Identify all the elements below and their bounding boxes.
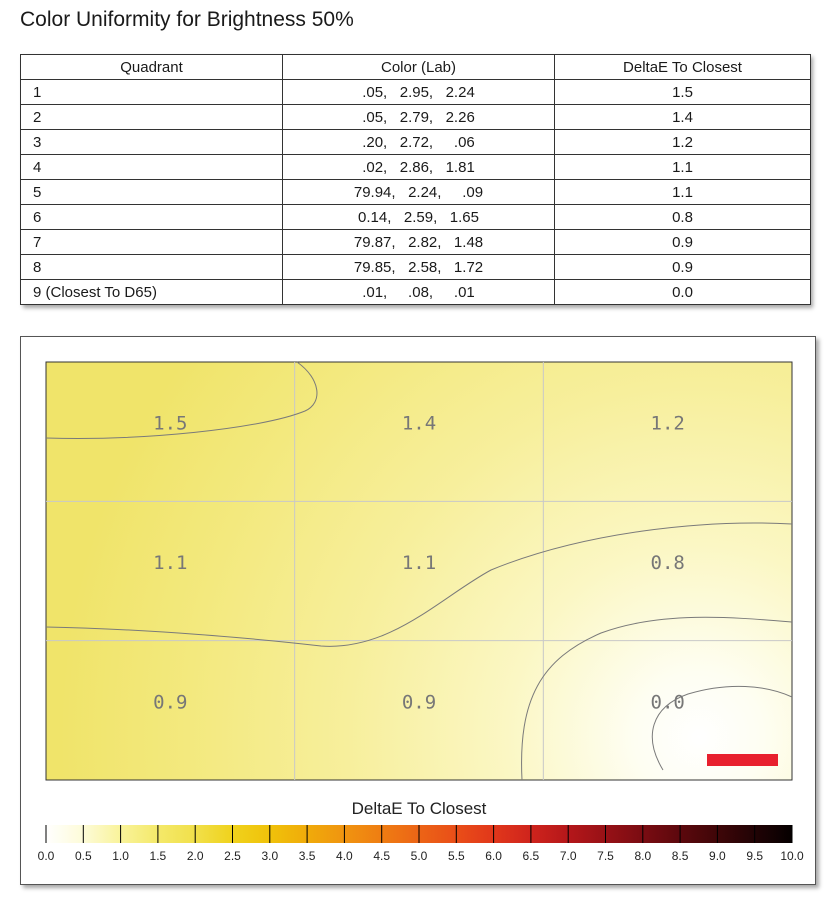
heatmap-cell-label: 0.9 xyxy=(153,691,188,714)
colorbar-tick-label: 2.0 xyxy=(186,849,204,863)
cell-deltae: 0.0 xyxy=(555,280,811,305)
header-deltae: DeltaE To Closest xyxy=(555,55,811,80)
table-header-row xyxy=(21,55,811,80)
cell-color-lab: 79.85, 2.58, 1.72 xyxy=(283,255,555,280)
uniformity-heatmap xyxy=(21,337,815,884)
heatmap-cell-label: 1.5 xyxy=(153,412,188,435)
table-row xyxy=(21,230,811,255)
colorbar-tick-label: 0.5 xyxy=(74,849,92,863)
cell-quadrant: 6 xyxy=(21,205,283,230)
colorbar-tick-label: 9.5 xyxy=(746,849,764,863)
cell-quadrant: 2 xyxy=(21,105,283,130)
colorbar-title: DeltaE To Closest xyxy=(351,799,487,818)
cell-color-lab: .20, 2.72, .06 xyxy=(283,130,555,155)
header-color-lab: Color (Lab) xyxy=(283,55,555,80)
cell-deltae: 0.9 xyxy=(555,230,811,255)
colorbar-tick-label: 6.5 xyxy=(522,849,540,863)
cell-quadrant: 8 xyxy=(21,255,283,280)
table-row xyxy=(21,280,811,305)
cell-deltae: 1.1 xyxy=(555,155,811,180)
cell-deltae: 1.4 xyxy=(555,105,811,130)
heatmap-cell-label: 0.8 xyxy=(650,552,685,574)
colorbar-ticks xyxy=(46,825,792,843)
cell-quadrant: 9 (Closest To D65) xyxy=(21,280,283,305)
colorbar-tick-label: 3.5 xyxy=(298,849,316,863)
colorbar-tick-label: 10.0 xyxy=(780,849,804,863)
heatmap-cell-label: 1.2 xyxy=(650,412,685,435)
cell-color-lab: 0.14, 2.59, 1.65 xyxy=(283,205,555,230)
colorbar-tick-label: 5.5 xyxy=(447,849,465,863)
cell-color-lab: .01, .08, .01 xyxy=(283,280,555,305)
cell-color-lab: 79.94, 2.24, .09 xyxy=(283,180,555,205)
table-row xyxy=(21,80,811,105)
header-quadrant: Quadrant xyxy=(21,55,283,80)
colorbar-tick-label: 8.0 xyxy=(634,849,652,863)
colorbar-tick-label: 6.0 xyxy=(485,849,502,863)
red-marker xyxy=(707,754,778,766)
heatmap-cell-label: 1.1 xyxy=(153,552,188,574)
colorbar-tick-label: 9.0 xyxy=(709,849,726,863)
cell-quadrant: 5 xyxy=(21,180,283,205)
table-row xyxy=(21,155,811,180)
colorbar-tick-label: 4.5 xyxy=(373,849,391,863)
cell-color-lab: .02, 2.86, 1.81 xyxy=(283,155,555,180)
table-row xyxy=(21,130,811,155)
cell-deltae: 1.2 xyxy=(555,130,811,155)
cell-quadrant: 7 xyxy=(21,230,283,255)
colorbar-tick-label: 8.5 xyxy=(671,849,689,863)
quadrant-table-wrapper xyxy=(20,54,810,305)
page-title: Color Uniformity for Brightness 50% xyxy=(20,8,354,31)
cell-quadrant: 1 xyxy=(21,80,283,105)
cell-deltae: 0.9 xyxy=(555,255,811,280)
table-row xyxy=(21,205,811,230)
colorbar-tick-label: 3.0 xyxy=(261,849,279,863)
colorbar-tick-labels xyxy=(38,849,804,863)
cell-color-lab: .05, 2.79, 2.26 xyxy=(283,105,555,130)
colorbar-tick-label: 1.0 xyxy=(112,849,129,863)
cell-quadrant: 4 xyxy=(21,155,283,180)
heatmap-cell-label: 0.9 xyxy=(401,691,437,714)
quadrant-table xyxy=(20,54,811,305)
colorbar-tick-label: 1.5 xyxy=(149,849,167,863)
heatmap-cell-label: 1.4 xyxy=(401,412,437,435)
colorbar-tick-label: 0.0 xyxy=(37,849,55,863)
colorbar-tick-label: 7.5 xyxy=(597,849,614,863)
table-row xyxy=(21,180,811,205)
table-row xyxy=(21,105,811,130)
uniformity-chart-panel xyxy=(20,336,816,885)
heatmap-cell-label: 0.0 xyxy=(650,691,685,714)
table-row xyxy=(21,255,811,280)
cell-color-lab: 79.87, 2.82, 1.48 xyxy=(283,230,555,255)
cell-deltae: 1.1 xyxy=(555,180,811,205)
cell-deltae: 0.8 xyxy=(555,205,811,230)
colorbar-tick-label: 4.0 xyxy=(336,849,353,863)
colorbar-tick-label: 7.0 xyxy=(559,849,577,863)
cell-color-lab: .05, 2.95, 2.24 xyxy=(283,80,555,105)
cell-deltae: 1.5 xyxy=(555,80,811,105)
colorbar-tick-label: 2.5 xyxy=(224,849,241,863)
heatmap-cell-label: 1.1 xyxy=(401,552,437,574)
cell-quadrant: 3 xyxy=(21,130,283,155)
colorbar-tick-label: 5.0 xyxy=(410,849,428,863)
